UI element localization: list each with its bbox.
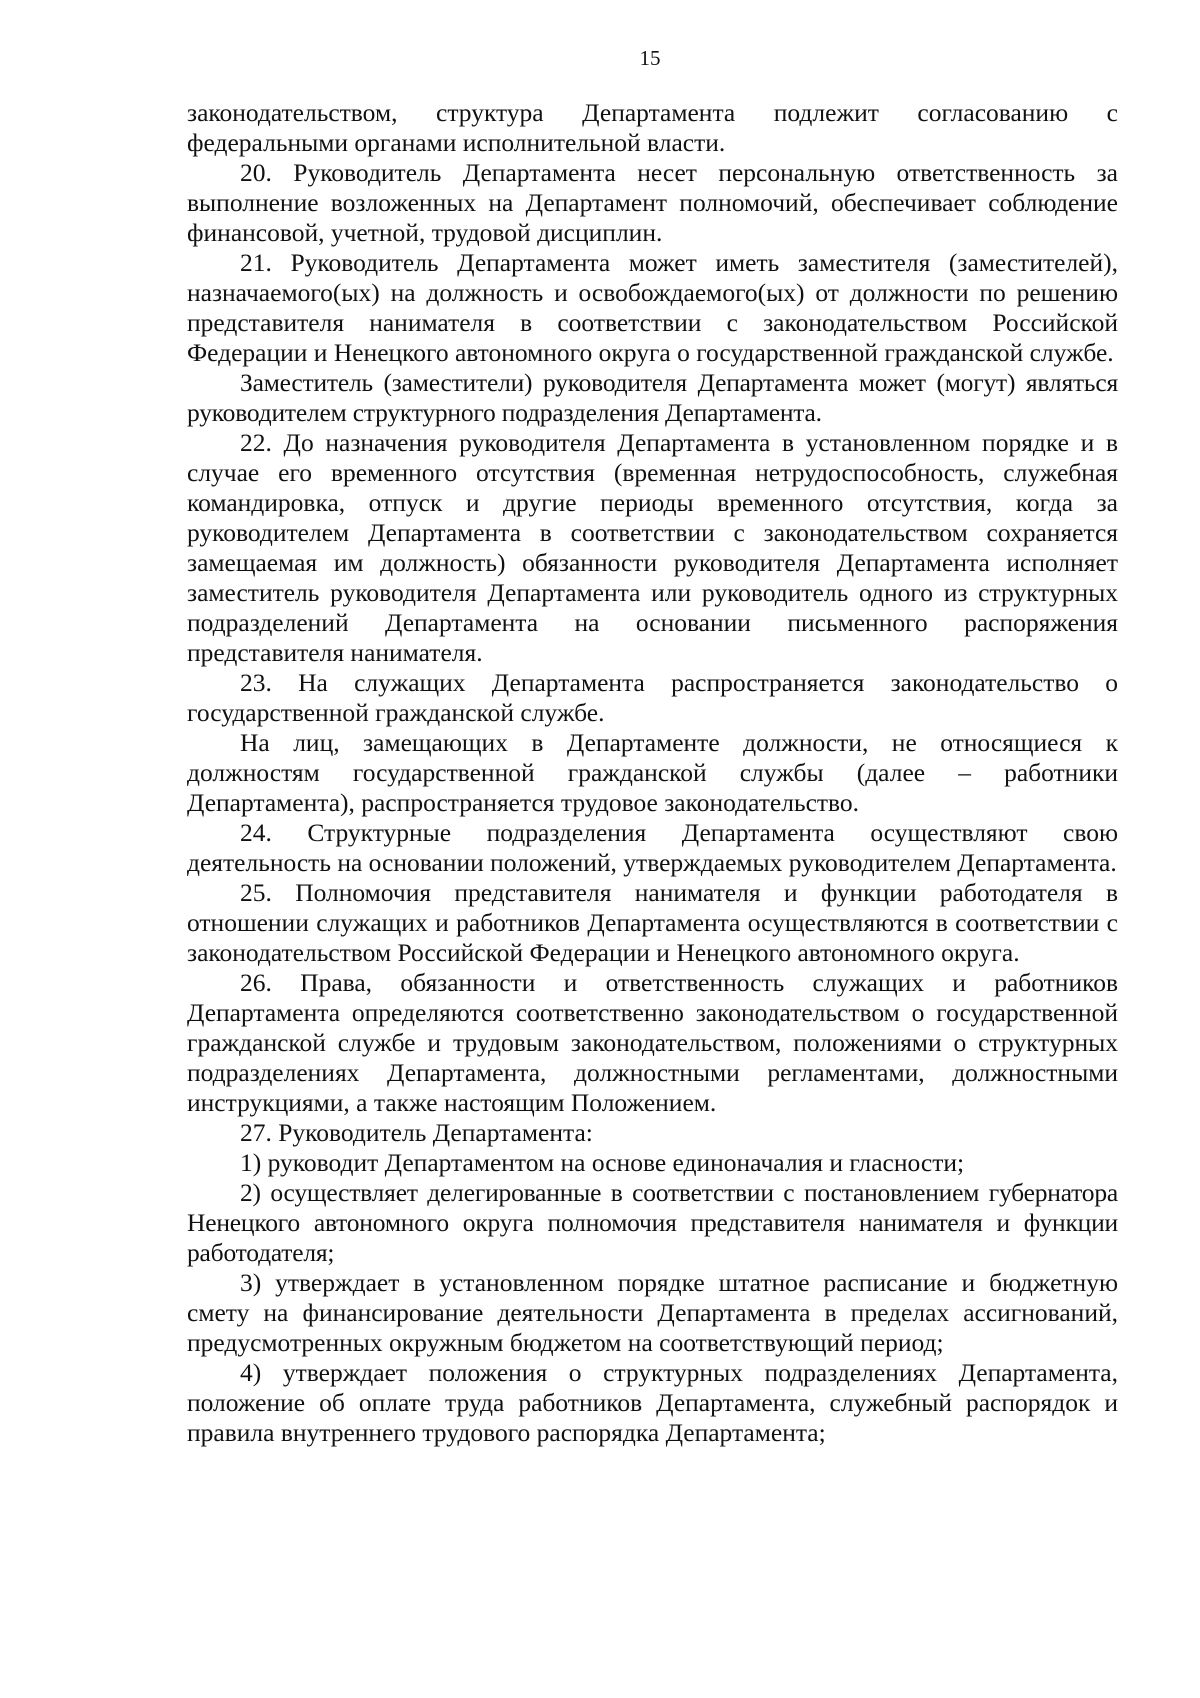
document-body xyxy=(187,98,1118,1448)
paragraph-deputy-note: Заместитель (заместители) руководителя Департамента может (могут) являться руководителем структурного подразделения Департамента. xyxy=(187,368,1118,427)
paragraph-item-24: 24. Структурные подразделения Департамента осуществляют свою деятельность на основании положений, утверждаемых руководителем Департамента. xyxy=(187,818,1118,877)
paragraph-item-26: 26. Права, обязанности и ответственность служащих и работников Департамента определяются соответственно законодательством о государственной гражданской службе и трудовым законодательством, положениями о структурных подразделениях Департамента, должностными регламентами, должностными инструкциями, а также настоящим Положением. xyxy=(187,968,1118,1117)
paragraph-item-27: 27. Руководитель Департамента: xyxy=(240,1118,593,1147)
paragraph-workers-note: На лиц, замещающих в Департаменте должности, не относящиеся к должностям государственной гражданской службы (далее – работники Департамента), распространяется трудовое законодательство. xyxy=(187,728,1118,817)
page-number: 15 xyxy=(639,46,661,70)
paragraph-continuation: законодательством, структура Департамента подлежит согласованию с федеральными органами исполнительной власти. xyxy=(187,98,1118,157)
list-item-4: 4) утверждает положения о структурных подразделениях Департамента, положение об оплате труда работников Департамента, служебный распорядок и правила внутреннего трудового распорядка Департамента; xyxy=(187,1358,1118,1447)
paragraph-item-25: 25. Полномочия представителя нанимателя и функции работодателя в отношении служащих и работников Департамента осуществляются в соответствии с законодательством Российской Федерации и Ненецкого автономного округа. xyxy=(187,878,1118,967)
paragraph-item-21: 21. Руководитель Департамента может иметь заместителя (заместителей), назначаемого(ых) на должность и освобождаемого(ых) от должности по решению представителя нанимателя в соответствии с законодательством Российской Федерации и Ненецкого автономного округа о государственной гражданской службе. xyxy=(187,248,1118,367)
list-item-1: 1) руководит Департаментом на основе единоначалия и гласности; xyxy=(240,1148,965,1177)
paragraph-item-20: 20. Руководитель Департамента несет персональную ответственность за выполнение возложенных на Департамент полномочий, обеспечивает соблюдение финансовой, учетной, трудовой дисциплин. xyxy=(187,158,1118,247)
list-item-2: 2) осуществляет делегированные в соответствии с постановлением губернатора Ненецкого автономного округа полномочия представителя нанимателя и функции работодателя; xyxy=(187,1178,1118,1267)
paragraph-item-22: 22. До назначения руководителя Департамента в установленном порядке и в случае его временного отсутствия (временная нетрудоспособность, служебная командировка, отпуск и другие периоды временного отсутствия, когда за руководителем Департамента в соответствии с законодательством сохраняется замещаемая им должность) обязанности руководителя Департамента исполняет заместитель руководителя Департамента или руководитель одного из структурных подразделений Департамента на основании письменного распоряжения представителя нанимателя. xyxy=(187,428,1118,667)
paragraph-item-23: 23. На служащих Департамента распространяется законодательство о государственной гражданской службе. xyxy=(187,668,1118,727)
list-item-3: 3) утверждает в установленном порядке штатное расписание и бюджетную смету на финансирование деятельности Департамента в пределах ассигнований, предусмотренных окружным бюджетом на соответствующий период; xyxy=(187,1268,1118,1357)
